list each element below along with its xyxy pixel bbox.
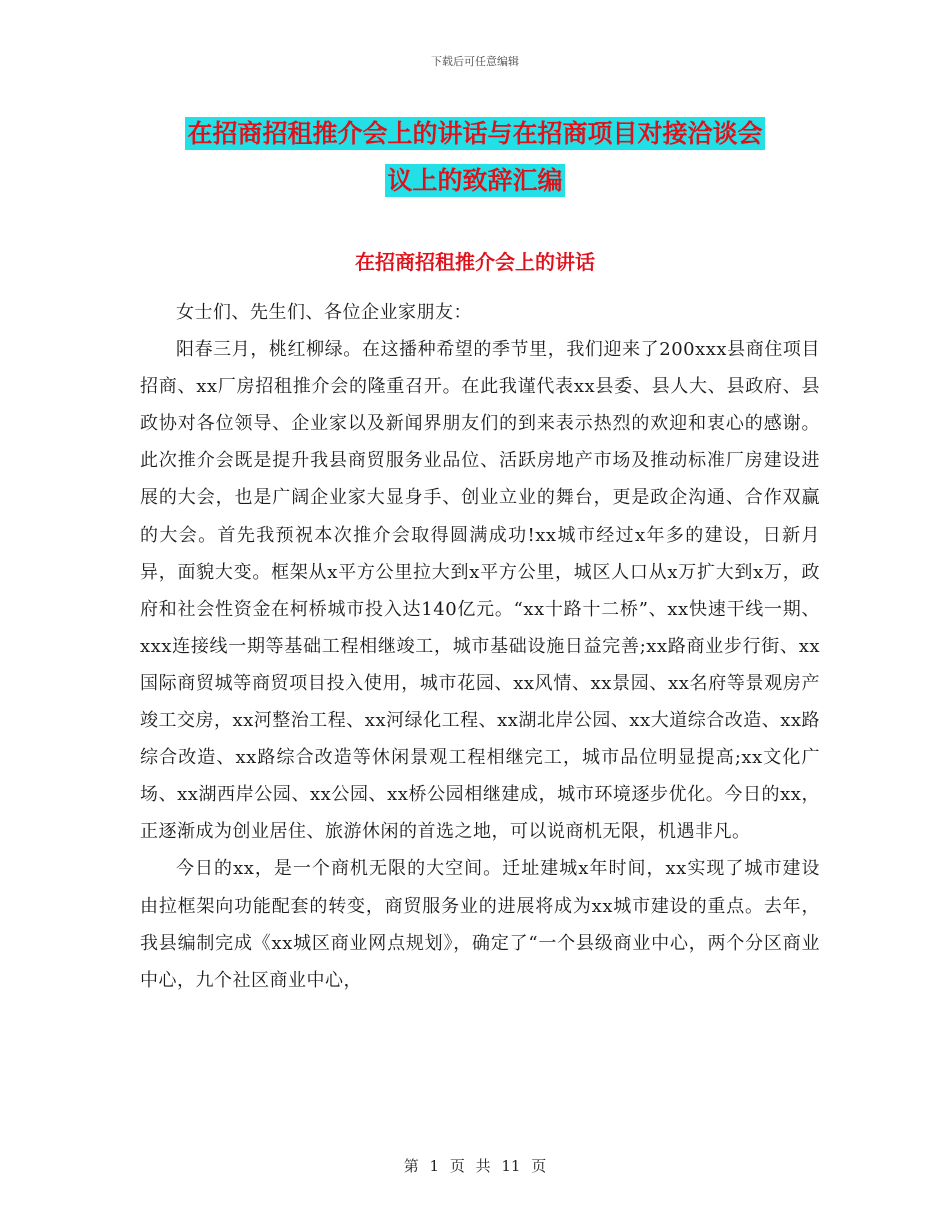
paragraph: 今日的xx，是一个商机无限的大空间。迁址建城x年时间，xx实现了城市建设由拉框架向功能配套的转变，商贸服务业的进展将成为xx城市建设的重点。去年，我县编制完成《xx城区商业网点规划》，确定了“一个县级商业中心，两个分区商业中心，九个社区商业中心， <box>140 858 820 991</box>
section-title: 在招商招租推介会上的讲话 <box>355 250 595 274</box>
page-footer: 第 1 页 共 11 页 <box>403 1157 547 1175</box>
document-title <box>140 110 810 204</box>
greeting: 女士们、先生们、各位企业家朋友： <box>176 302 472 323</box>
document-body <box>140 294 820 999</box>
title-line-1: 在招商招租推介会上的讲话与在招商项目对接洽谈会 <box>187 119 763 148</box>
paragraph: 阳春三月，桃红柳绿。在这播种希望的季节里，我们迎来了200xxx县商住项目招商、xx厂房招租推介会的隆重召开。在此我谨代表xx县委、县人大、县政府、县政协对各位领导、企业家以及新闻界朋友们的到来表示热烈的欢迎和衷心的感谢。此次推介会既是提升我县商贸服务业品位、活跃房地产市场及推动标准厂房建设进展的大会，也是广阔企业家大显身手、创业立业的舞台，更是政企沟通、合作双赢的大会。首先我预祝本次推介会取得圆满成功!xx城市经过x年多的建设，日新月异，面貌大变。框架从x平方公里拉大到x平方公里，城区人口从x万扩大到x万，政府和社会性资金在柯桥城市投入达140亿元。“xx十路十二桥”、xx快速干线一期、xxx连接线一期等基础工程相继竣工，城市基础设施日益完善;xx路商业步行街、xx国际商贸城等商贸项目投入使用，城市花园、xx风情、xx景园、xx名府等景观房产竣工交房，xx河整治工程、xx河绿化工程、xx湖北岸公园、xx大道综合改造、xx路综合改造、xx路综合改造等休闲景观工程相继完工，城市品位明显提高;xx文化广场、xx湖西岸公园、xx公园、xx桥公园相继建成，城市环境逐步优化。今日的xx，正逐渐成为创业居住、旅游休闲的首选之地，可以说商机无限，机遇非凡。 <box>140 339 821 843</box>
header-note: 下载后可任意编辑 <box>431 55 519 68</box>
title-line-2: 议上的致辞汇编 <box>387 166 563 195</box>
